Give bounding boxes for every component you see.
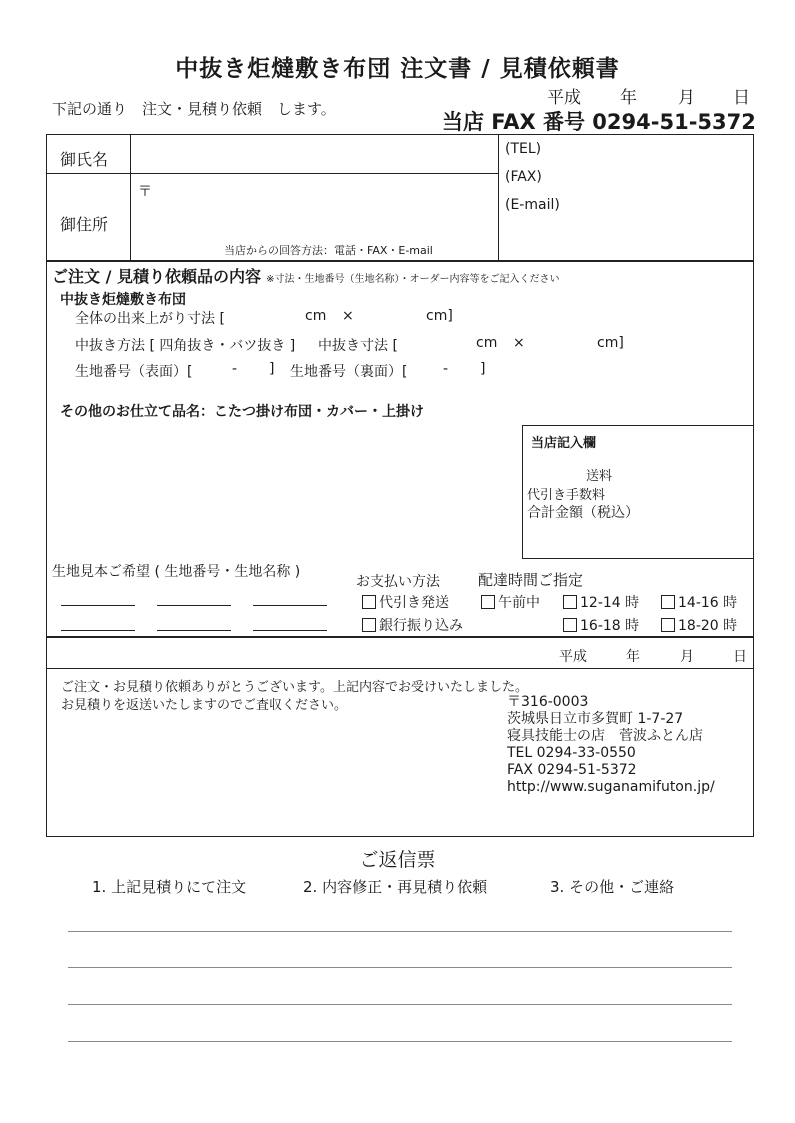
reply-option-other[interactable]: 3. その他・ご連絡 <box>550 878 675 896</box>
checkbox[interactable] <box>661 618 675 632</box>
cut-unit-1: cm <box>476 335 498 351</box>
total-label: 合計金額（税込） <box>527 505 639 521</box>
send-back-text: お見積りを返送いたしますのでご査収ください。 <box>61 698 348 713</box>
date-year: 年 <box>620 88 637 108</box>
name-label: 御氏名 <box>60 150 109 169</box>
sample-field[interactable] <box>157 630 231 631</box>
cut-times: × <box>513 335 525 351</box>
reply-date-year: 年 <box>626 649 640 665</box>
reply-option-revise[interactable]: 2. 内容修正・再見積り依頼 <box>303 878 488 896</box>
date-day: 日 <box>733 88 750 108</box>
payment-label: お支払い方法 <box>356 574 440 590</box>
order-heading: ご注文 / 見積り依頼品の内容 <box>52 267 261 286</box>
fabric-back-close: ] <box>480 361 486 377</box>
fabric-back-label: 生地番号（裏面）[ <box>290 364 408 380</box>
delivery-option-18-20[interactable]: 18-20 時 <box>661 615 737 635</box>
divider <box>130 134 131 261</box>
shop-postal: 〒316-0003 <box>507 694 589 710</box>
reply-option-order[interactable]: 1. 上記見積りにて注文 <box>92 878 247 896</box>
checkbox[interactable] <box>481 595 495 609</box>
divider <box>46 173 498 174</box>
reply-slip-title: ご返信票 <box>359 849 436 871</box>
cut-size-label: 中抜き寸法 [ <box>318 338 398 354</box>
delivery-option-16-18[interactable]: 16-18 時 <box>563 615 639 635</box>
shop-entry-title: 当店記入欄 <box>531 436 597 451</box>
divider <box>498 134 499 261</box>
reply-date-month: 月 <box>680 649 694 665</box>
shop-fax-number: 当店 FAX 番号 0294-51-5372 <box>442 110 756 134</box>
size-times: × <box>342 308 354 324</box>
fabric-front-close: ] <box>269 361 275 377</box>
postal-mark: 〒 <box>138 184 152 200</box>
name-field[interactable] <box>132 136 496 172</box>
address-field[interactable] <box>132 176 496 236</box>
sample-field[interactable] <box>253 630 327 631</box>
fabric-front-label: 生地番号（表面）[ <box>75 364 193 380</box>
cut-method: 中抜き方法 [ 四角抜き・バツ抜き ] <box>75 338 296 354</box>
shipping-label: 送料 <box>586 469 613 484</box>
checkbox[interactable] <box>563 595 577 609</box>
order-heading-row <box>52 264 559 287</box>
delivery-option-morning[interactable]: 午前中 <box>481 592 540 612</box>
sample-field[interactable] <box>61 605 135 606</box>
sample-field[interactable] <box>61 630 135 631</box>
intro-text: 下記の通り 注文・見積り依頼 します。 <box>52 100 336 118</box>
payment-option-bank[interactable]: 銀行振り込み <box>362 615 463 635</box>
checkbox[interactable] <box>661 595 675 609</box>
reply-line[interactable] <box>68 1041 732 1042</box>
cut-unit-2: cm] <box>597 335 624 351</box>
other-items: その他のお仕立て品名：こたつ掛け布団・カバー・上掛け <box>60 404 424 420</box>
shop-address: 茨城県日立市多賀町 1-7-27 <box>507 711 684 727</box>
sample-field[interactable] <box>157 605 231 606</box>
checkbox[interactable] <box>563 618 577 632</box>
size-unit-2: cm] <box>426 308 453 324</box>
fax-label: (FAX) <box>505 169 542 185</box>
thanks-text: ご注文・お見積り依頼ありがとうございます。上記内容でお受けいたしました。 <box>61 680 528 695</box>
sample-field[interactable] <box>253 605 327 606</box>
checkbox[interactable] <box>362 618 376 632</box>
delivery-option-12-14[interactable]: 12-14 時 <box>563 592 639 612</box>
date-era: 平成 <box>547 88 581 108</box>
shop-info <box>507 694 715 796</box>
checkbox[interactable] <box>362 595 376 609</box>
reply-line[interactable] <box>68 1004 732 1005</box>
shop-name: 寝具技能士の店 菅波ふとん店 <box>507 728 703 744</box>
cod-fee-label: 代引き手数料 <box>527 488 606 503</box>
delivery-option-14-16[interactable]: 14-16 時 <box>661 592 737 612</box>
size-label: 全体の出来上がり寸法 [ <box>75 311 225 327</box>
reply-line[interactable] <box>68 931 732 932</box>
email-label: (E-mail) <box>505 197 560 213</box>
fabric-back-dash: - <box>443 361 449 377</box>
reply-method-note: 当店からの回答方法：電話・FAX・E-mail <box>224 244 433 257</box>
shop-fax: FAX 0294-51-5372 <box>507 762 637 778</box>
reply-date-day: 日 <box>733 649 747 665</box>
tel-label: (TEL) <box>505 141 542 157</box>
date-month: 月 <box>678 88 695 108</box>
sample-request-label: 生地見本ご希望 ( 生地番号・生地名称 ) <box>52 564 301 580</box>
order-heading-note: ※寸法・生地番号（生地名称）・オーダー内容等をご記入ください <box>266 274 560 285</box>
page-title: 中抜き炬燵敷き布団 注文書 / 見積依頼書 <box>175 56 620 82</box>
delivery-label: 配達時間ご指定 <box>478 571 584 589</box>
divider <box>46 668 754 669</box>
address-label: 御住所 <box>60 215 109 234</box>
shop-url[interactable]: http://www.suganamifuton.jp/ <box>507 779 715 795</box>
payment-option-cod[interactable]: 代引き発送 <box>362 592 449 612</box>
reply-line[interactable] <box>68 967 732 968</box>
product-name: 中抜き炬燵敷き布団 <box>60 292 186 308</box>
fabric-front-dash: - <box>232 361 238 377</box>
reply-date-era: 平成 <box>559 649 587 665</box>
shop-tel: TEL 0294-33-0550 <box>507 745 636 761</box>
size-unit-1: cm <box>305 308 327 324</box>
